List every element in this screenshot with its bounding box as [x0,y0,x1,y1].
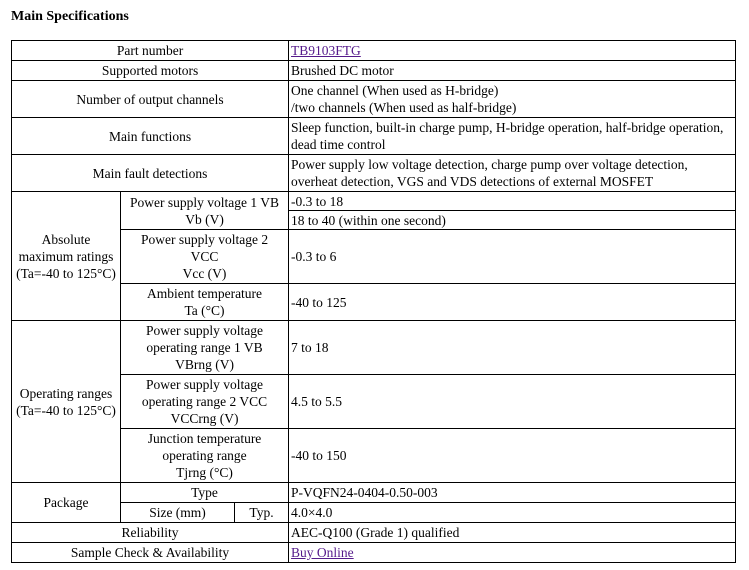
abs-vcc-label-line3: Vcc (V) [182,266,227,281]
op-vb-label-line2: operating range 1 VB [146,340,263,355]
supported-motors-value: Brushed DC motor [289,61,736,81]
op-vb-label-line1: Power supply voltage [146,323,264,338]
table-row [12,230,736,284]
absolute-max-line2: maximum ratings [18,248,114,264]
abs-vcc-value: -0.3 to 6 [289,230,736,284]
operating-ranges-line2: (Ta=-40 to 125°C) [16,402,116,418]
op-tj-value: -40 to 150 [289,429,736,483]
abs-vcc-label [121,230,289,284]
supported-motors-label: Supported motors [12,61,289,81]
table-row [12,543,736,563]
part-number-cell [289,41,736,61]
operating-ranges-line1: Operating ranges [19,385,113,401]
output-channels-value-line1: One channel (When used as H-bridge) [291,83,499,98]
package-type-value: P-VQFN24-0404-0.50-003 [289,483,736,503]
buy-online-link[interactable]: Buy Online [291,545,354,560]
abs-vb-label-line2: Vb (V) [185,211,224,227]
op-vcc-label-line1: Power supply voltage [146,377,264,392]
table-row [12,503,736,523]
table-row [12,41,736,61]
op-vcc-label [121,375,289,429]
abs-vb-label-line1: Power supply voltage 1 VB [130,194,280,210]
package-size-value: 4.0×4.0 [289,503,736,523]
package-type-label: Type [121,483,289,503]
abs-vb-label [121,192,289,230]
op-vcc-label-line2: operating range 2 VCC [141,394,268,409]
package-size-label: Size (mm) [121,503,235,523]
sample-cell [289,543,736,563]
fault-detections-value: Power supply low voltage detection, charge pump over voltage detection, overheat detection, VGS and VDS detections of external MOSFET [289,155,736,192]
specifications-table [11,40,736,563]
abs-vb-value2: 18 to 40 (within one second) [289,211,736,230]
table-row [12,155,736,192]
op-vcc-label-line3: VCCrng (V) [170,411,239,426]
sample-label: Sample Check & Availability [12,543,289,563]
abs-vcc-label-line2: VCC [190,249,219,264]
part-number-label: Part number [12,41,289,61]
output-channels-label: Number of output channels [12,81,289,118]
table-row [12,81,736,118]
operating-ranges-group-label [12,321,121,483]
table-row [12,429,736,483]
output-channels-value-line2: /two channels (When used as half-bridge) [291,100,517,115]
op-tj-label-line3: Tjrng (°C) [176,465,233,480]
main-functions-label: Main functions [12,118,289,155]
op-vb-value: 7 to 18 [289,321,736,375]
op-tj-label-line2: operating range [162,448,247,463]
abs-ta-label-line2: Ta (°C) [184,303,225,318]
package-size-typ: Typ. [235,503,289,523]
op-vb-label [121,321,289,375]
abs-vcc-label-line1: Power supply voltage 2 [140,232,269,247]
table-row [12,483,736,503]
output-channels-value [289,81,736,118]
table-row [12,321,736,375]
absolute-max-line1: Absolute [41,231,91,247]
reliability-value: AEC-Q100 (Grade 1) qualified [289,523,736,543]
abs-ta-value: -40 to 125 [289,284,736,321]
absolute-max-group-label [12,192,121,321]
part-number-link[interactable]: TB9103FTG [291,43,361,58]
package-group-label: Package [12,483,121,523]
abs-ta-label [121,284,289,321]
page-title: Main Specifications [11,9,129,24]
table-row [12,61,736,81]
table-row [12,118,736,155]
abs-vb-value1: -0.3 to 18 [289,192,736,211]
table-row [12,523,736,543]
op-vb-label-line3: VBrng (V) [175,357,234,372]
fault-detections-label: Main fault detections [12,155,289,192]
op-tj-label [121,429,289,483]
table-row [12,375,736,429]
absolute-max-line3: (Ta=-40 to 125°C) [16,265,116,281]
abs-ta-label-line1: Ambient temperature [146,286,263,301]
op-vcc-value: 4.5 to 5.5 [289,375,736,429]
reliability-label: Reliability [12,523,289,543]
main-functions-value: Sleep function, built-in charge pump, H-bridge operation, half-bridge operation, dead time control [289,118,736,155]
table-row [12,192,736,211]
table-row [12,284,736,321]
op-tj-label-line1: Junction temperature [147,431,262,446]
